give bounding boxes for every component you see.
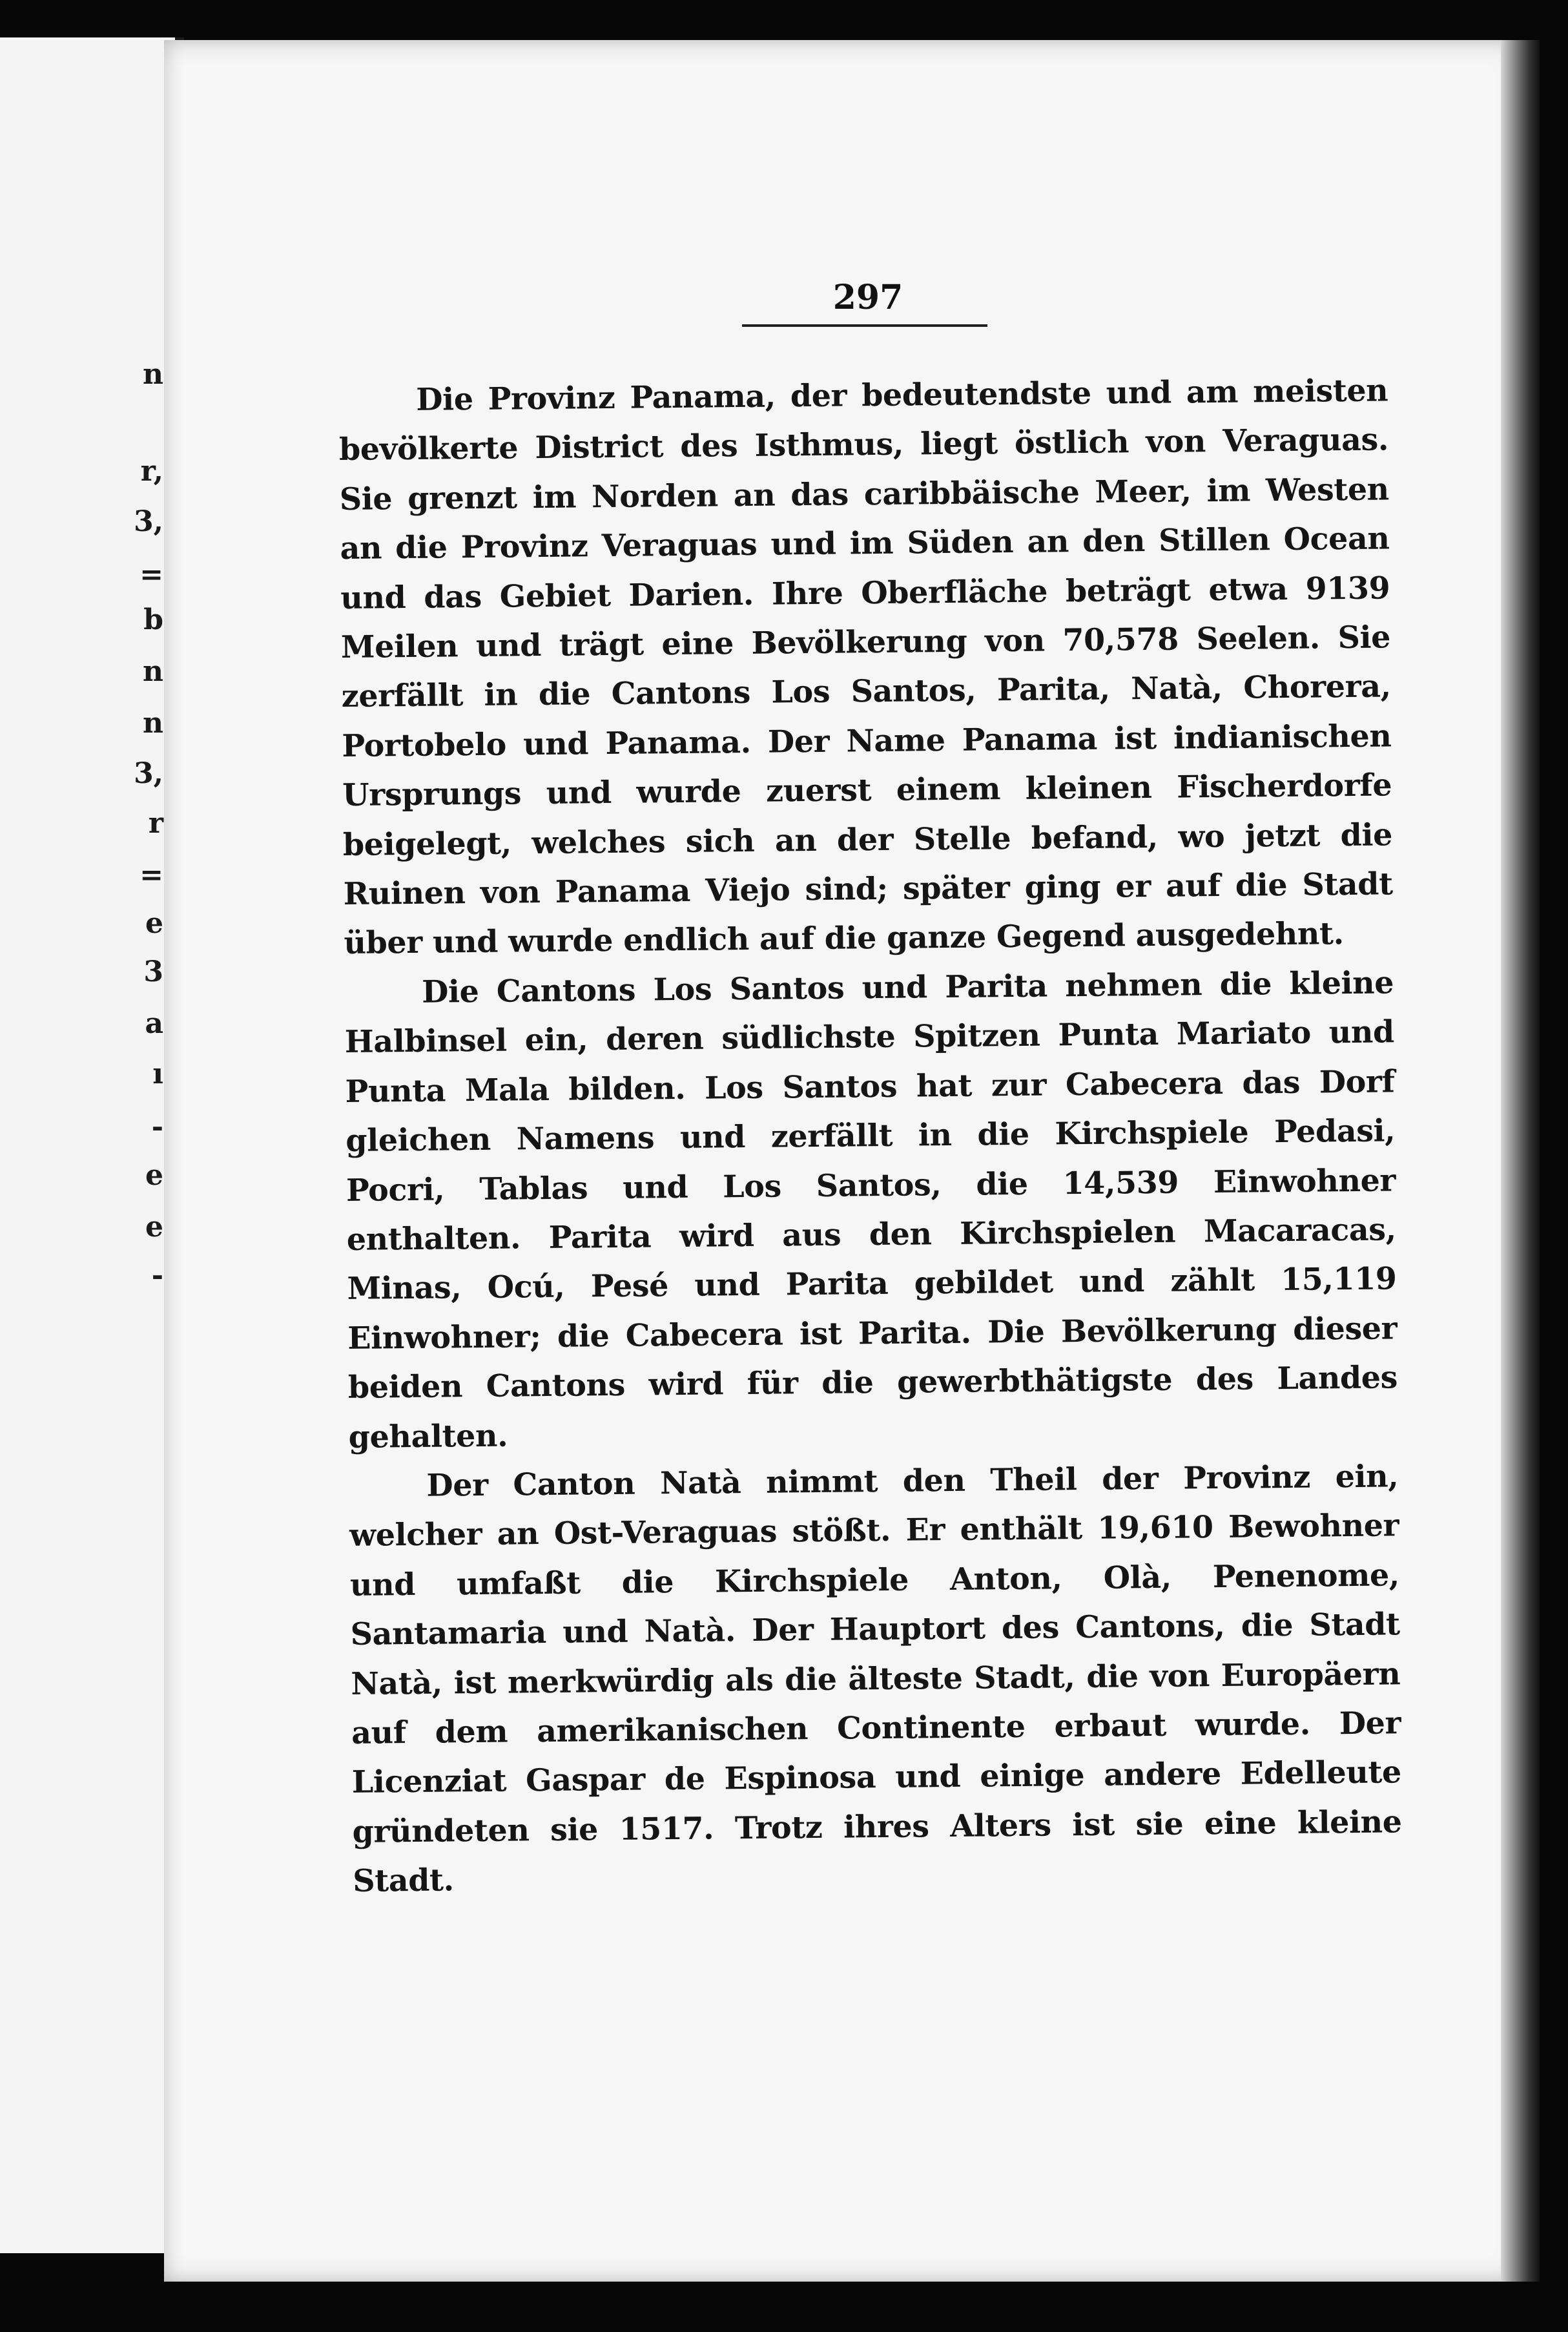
left-fragment: 3, — [134, 505, 163, 538]
left-fragment: = — [139, 558, 163, 591]
left-fragment: r — [148, 807, 163, 840]
left-fragment: n — [143, 707, 163, 740]
paragraph: Die Provinz Panama, der bedeutendste und am meisten bevölkerte District des Isthmus, liegt östlich von Veraguas. Sie grenzt im Norden an das caribbäische Meer, im Westen an die Provinz Veraguas und im Süden an den Stillen Ocean und das Gebiet Darien. Ihre Oberfläche beträgt etwa 9139 Meilen und trägt eine Bevölkerung von 70,578 Seelen. Sie zerfällt in die Cantons Los Santos, Parita, Natà, Chorera, Portobelo und Panama. Der Name Panama ist indianischen Ursprungs und wurde zuerst einem kleinen Fischerdorfe beigelegt, welches sich an der Stelle befand, wo jetzt die Ruinen von Panama Viejo sind; später ging er auf die Stadt über und wurde endlich auf die ganze Gegend ausgedehnt. — [338, 372, 1393, 962]
paragraph: Der Canton Natà nimmt den Theil der Provinz ein, welcher an Ost-Veraguas stößt. Er enthält 19,610 Bewohner und umfaßt die Kirchspiele Anton, Olà, Penenome, Santamaria und Natà. Der Hauptort des Cantons, die Stadt Natà, ist merkwürdig als die älteste Stadt, die von Europäern auf dem amerikanischen Continente erbaut wurde. Der Licenziat Gaspar de Espinosa und einige andere Edelleute gründeten sie 1517. Trotz ihres Alters ist sie eine kleine Stadt. — [349, 1458, 1402, 1900]
left-page-text-fragments — [0, 37, 175, 2253]
left-fragment: e — [145, 1159, 163, 1192]
paragraph: Die Cantons Los Santos und Parita nehmen die kleine Halbinsel ein, deren südlichste Spitzen Punta Mariato und Punta Mala bilden. Los Santos hat zur Cabecera das Dorf gleichen Namens und zerfällt in die Kirchspiele Pedasi, Pocri, Tablas und Los Santos, die 14,539 Einwohner enthalten. Parita wird aus den Kirchspielen Macaracas, Minas, Ocú, Pesé und Parita gebildet und zählt 15,119 Einwohner; die Cabecera ist Parita. Die Bevölkerung dieser beiden Cantons wird für die gewerbthätigste des Landes gehalten. — [344, 964, 1398, 1455]
left-fragment: ı — [152, 1057, 163, 1090]
left-fragment: 3, — [134, 757, 163, 790]
left-fragment: 3 — [143, 955, 163, 988]
body-text — [338, 366, 1403, 1939]
left-page-fragment — [0, 37, 184, 2253]
left-fragment: e — [145, 1211, 163, 1244]
left-fragment: e — [145, 907, 163, 940]
left-fragment: b — [143, 603, 163, 636]
book-page — [164, 40, 1540, 2282]
left-fragment: = — [139, 859, 163, 891]
page-number-rule — [742, 324, 987, 327]
page-edge-shadow — [1501, 40, 1540, 2282]
left-fragment: a — [145, 1007, 163, 1040]
left-fragment: r, — [140, 455, 163, 488]
left-fragment: n — [143, 358, 163, 391]
page-number: 297 — [832, 278, 903, 317]
left-fragment: n — [143, 655, 163, 688]
left-fragment: - — [151, 1110, 163, 1143]
left-fragment: - — [151, 1259, 163, 1292]
